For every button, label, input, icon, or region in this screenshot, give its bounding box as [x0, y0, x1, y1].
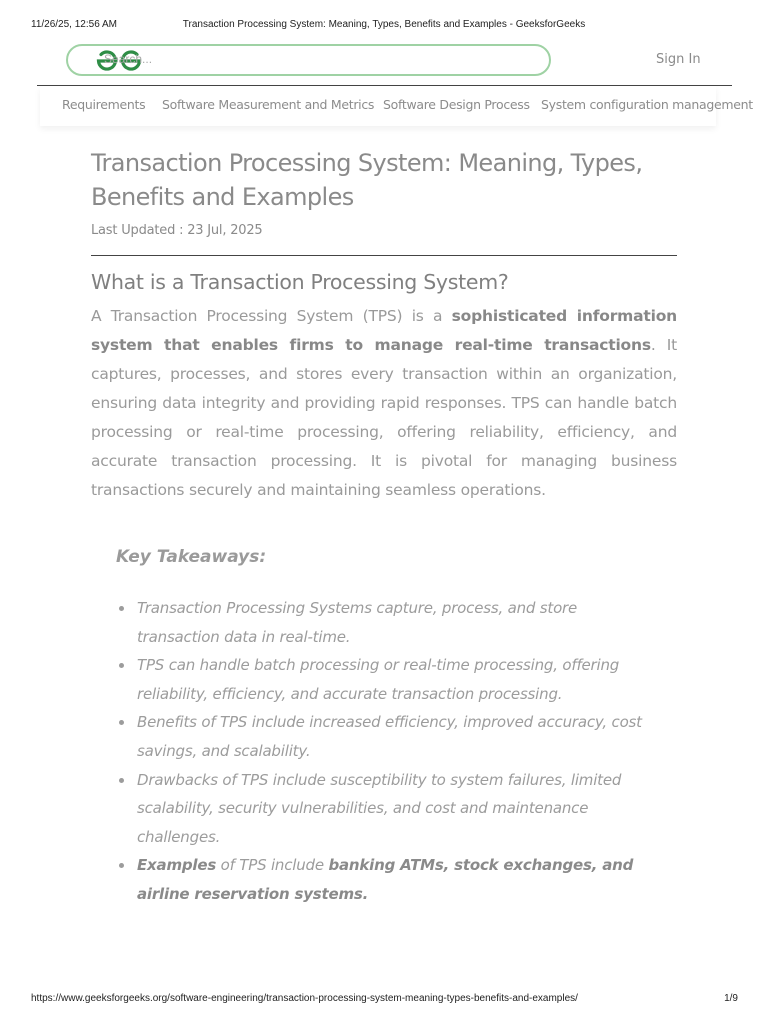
list-item: Benefits of TPS include increased efficiency, improved accuracy, cost savings, and scalability. — [116, 708, 656, 765]
key-takeaways-list — [116, 594, 656, 909]
topic-nav-bar — [40, 86, 753, 126]
intro-text-2: . It captures, processes, and stores every transaction within an organization, ensuring data integrity and providing rapid responses. TPS can handle batch processing or real-time processing, offering reliability, efficiency, and accurate transaction processing. It is pivotal for managing business transactions securely and maintaining seamless operations. — [91, 336, 677, 499]
title-divider — [91, 255, 677, 256]
print-header — [0, 19, 768, 33]
nav-item-requirements[interactable]: Requirements — [62, 97, 146, 112]
list-item: Drawbacks of TPS include susceptibility to system failures, limited scalability, security vulnerabilities, and cost and maintenance challenges. — [116, 766, 656, 852]
print-footer — [0, 993, 768, 1007]
print-page-number: 1/9 — [724, 993, 738, 1004]
section-heading: What is a Transaction Processing System? — [91, 270, 509, 294]
intro-paragraph — [91, 302, 677, 505]
print-page-title: Transaction Processing System: Meaning, Types, Benefits and Examples - GeeksforGeeks — [182, 19, 586, 30]
examples-bold: Examples — [137, 856, 217, 875]
list-item: Transaction Processing Systems capture, process, and store transaction data in real-time. — [116, 594, 656, 651]
list-item — [116, 851, 656, 908]
key-takeaways-heading: Key Takeaways: — [116, 547, 267, 567]
nav-item-software-design[interactable]: Software Design Process — [383, 97, 530, 112]
search-placeholder[interactable]: Search... — [104, 52, 153, 66]
examples-list-bold: banking ATMs, stock exchanges, and airline reservation systems. — [137, 856, 634, 903]
nav-item-software-measurement[interactable]: Software Measurement and Metrics — [162, 97, 375, 112]
list-item: TPS can handle batch processing or real-time processing, offering reliability, efficiency, and accurate transaction processing. — [116, 651, 656, 708]
examples-text: of TPS include — [216, 856, 329, 875]
intro-text-1: A Transaction Processing System (TPS) is a — [91, 307, 452, 325]
last-updated-date: Last Updated : 23 Jul, 2025 — [91, 223, 263, 238]
nav-item-system-configuration[interactable]: System configuration management — [541, 97, 753, 112]
print-datetime: 11/26/25, 12:56 AM — [31, 19, 117, 30]
sign-in-link[interactable]: Sign In — [656, 52, 701, 67]
print-url: https://www.geeksforgeeks.org/software-engineering/transaction-processing-system-meaning-types-benefits-and-examples/ — [31, 993, 578, 1004]
page-title: Transaction Processing System: Meaning, Types, Benefits and Examples — [91, 149, 643, 211]
intro-bold-text: sophisticated information system that enables firms to manage real-time transactions — [91, 307, 677, 354]
